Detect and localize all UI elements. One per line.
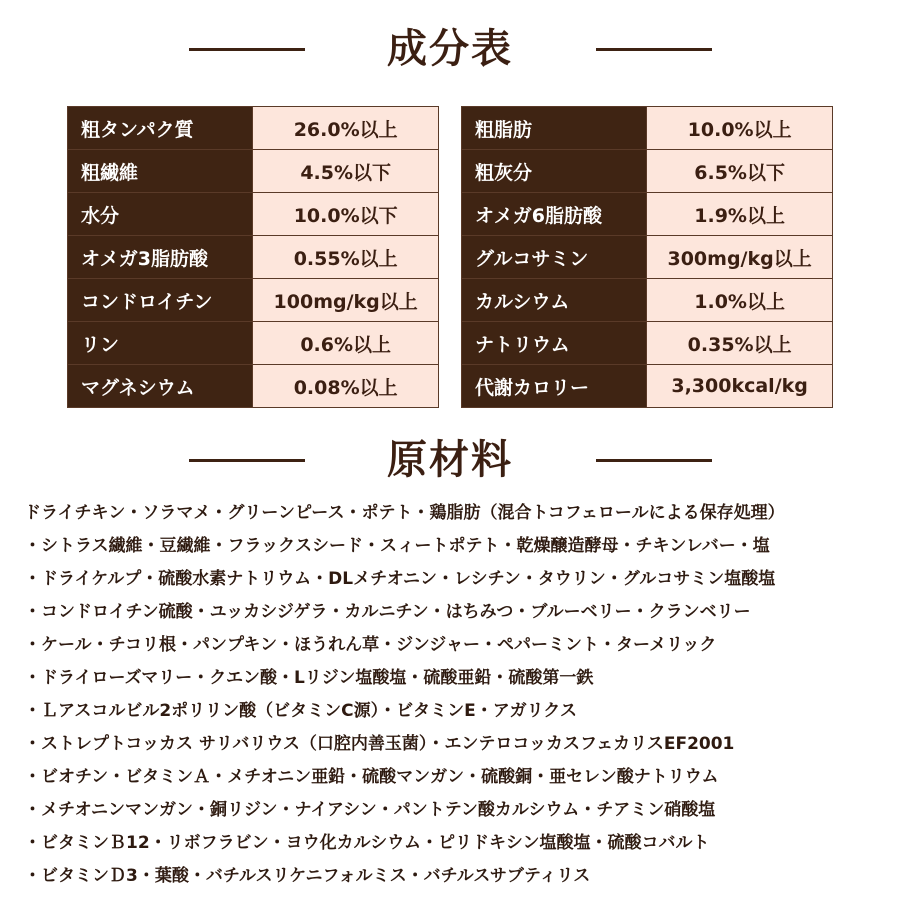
nutrition-row [462,107,833,150]
nutrition-table-right [461,106,833,408]
nutrient-label: コンドロイチン [68,279,253,322]
nutrient-label: ナトリウム [462,322,647,365]
nutrient-value: 26.0%以上 [253,107,439,150]
nutrient-label: カルシウム [462,279,647,322]
nutrition-row [462,322,833,365]
nutrition-row [462,150,833,193]
nutrient-label: 水分 [68,193,253,236]
nutrient-value: 0.6%以上 [253,322,439,365]
nutrient-value: 0.35%以上 [647,322,833,365]
nutrition-row [68,365,439,408]
nutrition-row [462,365,833,408]
nutrient-label: オメガ3脂肪酸 [68,236,253,279]
nutrition-heading: 成分表 [387,26,513,72]
ingredient-line: ・ビタミンＤ3・葉酸・バチルスリケニフォルミス・バチルスサブティリス [24,866,591,886]
nutrient-value: 0.08%以上 [253,365,439,408]
ingredients-list [24,497,884,893]
nutrition-row [68,150,439,193]
materials-heading-row [0,430,900,490]
nutrient-label: 粗繊維 [68,150,253,193]
ingredient-line: ・ドライローズマリー・クエン酸・Lリジン塩酸塩・硫酸亜鉛・硫酸第一鉄 [24,668,594,688]
nutrient-value: 4.5%以下 [253,150,439,193]
nutrient-label: 粗タンパク質 [68,107,253,150]
ingredient-line: ・コンドロイチン硫酸・ユッカシジゲラ・カルニチン・はちみつ・ブルーベリー・クランベリー [24,602,751,622]
nutrient-label: 粗脂肪 [462,107,647,150]
ingredient-line: ・メチオニンマンガン・銅リジン・ナイアシン・パントテン酸カルシウム・チアミン硝酸塩 [24,800,716,820]
nutrient-value: 1.9%以上 [647,193,833,236]
nutrient-value: 300mg/kg以上 [647,236,833,279]
ingredient-line: ・ドライケルプ・硫酸水素ナトリウム・DLメチオニン・レシチン・タウリン・グルコサミン塩酸塩 [24,569,776,589]
nutrition-row [68,107,439,150]
ingredient-line: ・ビオチン・ビタミンＡ・メチオニン亜鉛・硫酸マンガン・硫酸銅・亜セレン酸ナトリウム [24,767,719,787]
nutrient-label: マグネシウム [68,365,253,408]
nutrient-label: グルコサミン [462,236,647,279]
nutrient-value: 0.55%以上 [253,236,439,279]
nutrient-label: オメガ6脂肪酸 [462,193,647,236]
ingredient-line: ・ビタミンＢ12・リボフラビン・ヨウ化カルシウム・ピリドキシン塩酸塩・硫酸コバルト [24,833,710,853]
nutrient-value: 3,300kcal/kg [647,365,833,408]
nutrition-row [68,279,439,322]
ingredient-line: ・シトラス繊維・豆繊維・フラックスシード・スィートポテト・乾燥醸造酵母・チキンレバー・塩 [24,536,770,556]
nutrient-value: 10.0%以上 [647,107,833,150]
nutrient-value: 1.0%以上 [647,279,833,322]
nutrient-value: 100mg/kg以上 [253,279,439,322]
nutrition-row [68,322,439,365]
heading-rule-right [596,48,712,51]
ingredient-line: ・Ｌアスコルビル2ポリリン酸（ビタミンC源）・ビタミンE・アガリクス [24,701,578,721]
nutrient-label: 代謝カロリー [462,365,647,408]
nutrition-row [462,236,833,279]
heading-rule-left [189,48,305,51]
ingredient-line: ドライチキン・ソラマメ・グリーンピース・ポテト・鶏脂肪（混合トコフェロールによる保存処理） [24,503,785,523]
nutrition-row [462,193,833,236]
nutrition-row [68,193,439,236]
nutrition-row [68,236,439,279]
nutrition-row [462,279,833,322]
heading-rule-right [596,459,712,462]
nutrient-value: 10.0%以下 [253,193,439,236]
nutrient-value: 6.5%以下 [647,150,833,193]
ingredient-line: ・ケール・チコリ根・パンプキン・ほうれん草・ジンジャー・ペパーミント・ターメリック [24,635,717,655]
nutrition-table-left [67,106,439,408]
nutrition-heading-row [0,19,900,79]
heading-rule-left [189,459,305,462]
materials-heading: 原材料 [387,437,513,483]
ingredient-line: ・ストレプトコッカス サリバリウス（口腔内善玉菌）・エンテロコッカスフェカリスEF2001 [24,734,735,754]
nutrient-label: 粗灰分 [462,150,647,193]
nutrient-label: リン [68,322,253,365]
